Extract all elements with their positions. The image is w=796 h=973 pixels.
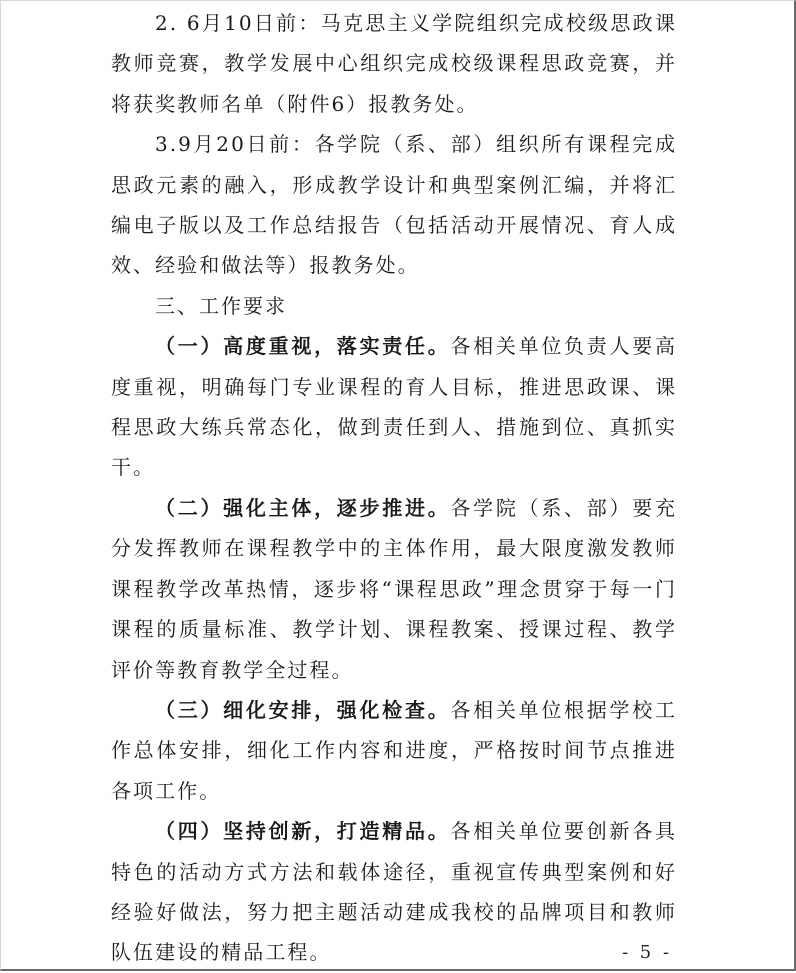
document-body (111, 3, 677, 973)
requirement-3-lead: （三）细化安排，强化检查。 (155, 697, 451, 722)
section-heading: 三、工作要求 (155, 293, 287, 318)
paragraph-deadline-june: 2. 6月10日前：马克思主义学院组织完成校级思政课教师竞赛，教学发展中心组织完成校级课程思政竞赛，并将获奖教师名单（附件6）报教务处。 (111, 11, 677, 116)
requirement-2-body: 各学院（系、部）要充分发挥教师在课程教学中的主体作用，最大限度激发教师课程教学改革热情，逐步将“课程思政”理念贯穿于每一门课程的质量标准、教学计划、课程教案、授课过程、教学评价等教育教学全过程。 (111, 495, 677, 682)
requirement-3-body: 各相关单位根据学校工作总体安排，细化工作内容和进度，严格按时间节点推进各项工作。 (111, 697, 677, 803)
requirement-4-body: 各相关单位要创新各具特色的活动方式方法和载体途径，重视宣传典型案例和好经验好做法，努力把主题活动建成我校的品牌项目和教师队伍建设的精品工程。 (111, 819, 677, 965)
requirement-3 (111, 690, 677, 811)
requirement-2 (111, 488, 677, 690)
requirement-2-lead: （二）强化主体，逐步推进。 (155, 495, 451, 520)
page-number: - 5 - (622, 942, 673, 963)
requirement-4-lead: （四）坚持创新，打造精品。 (155, 819, 451, 844)
requirement-4 (111, 811, 677, 973)
paragraph-deadline-september: 3.9月20日前：各学院（系、部）组织所有课程完成思政元素的融入，形成教学设计和典型案例汇编，并将汇编电子版以及工作总结报告（包括活动开展情况、育人成效、经验和做法等）报教务处。 (111, 132, 677, 278)
requirement-1 (111, 326, 677, 488)
requirement-1-lead: （一）高度重视，落实责任。 (155, 334, 451, 359)
requirement-1-body: 各相关单位负责人要高度重视，明确每门专业课程的育人目标，推进思政课、课程思政大练兵常态化，做到责任到人、措施到位、真抓实干。 (111, 334, 677, 480)
